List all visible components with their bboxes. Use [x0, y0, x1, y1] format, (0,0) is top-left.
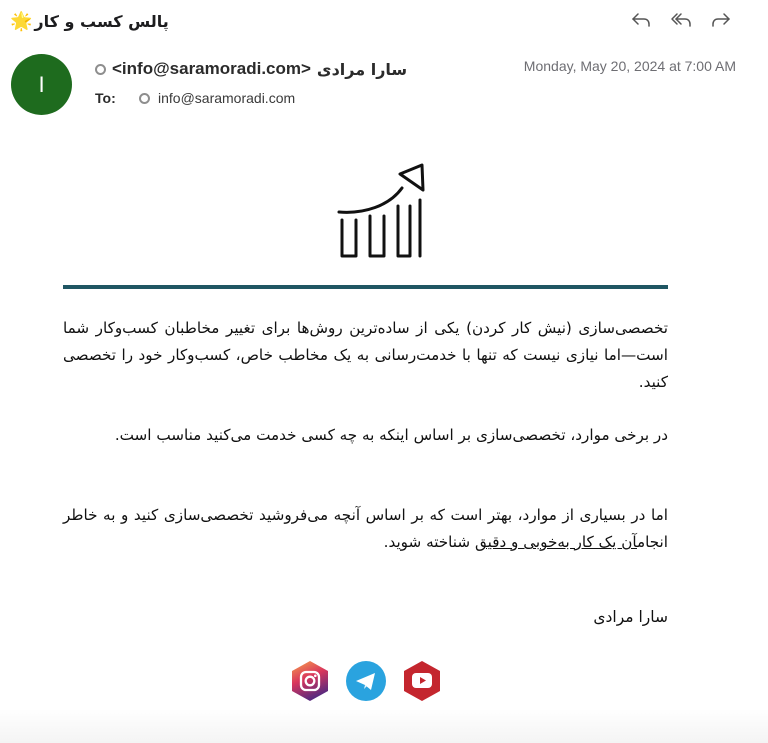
paragraph-3-text: اما در بسیاری از موارد، بهتر است که بر اساس آنچه می‌فروشید تخصصی‌سازی کنید و به خاطر انجام	[63, 506, 668, 551]
signature: سارا مرادی	[593, 608, 668, 626]
paragraph-3-suffix: شناخته شوید.	[383, 533, 475, 551]
youtube-icon[interactable]	[402, 660, 442, 702]
message-actions	[630, 8, 732, 30]
reply-all-icon	[670, 8, 692, 30]
sender-email: <info@saramoradi.com>	[112, 59, 311, 78]
star-emoji-icon: 🌟	[10, 11, 33, 31]
recipient-email[interactable]: info@saramoradi.com	[158, 90, 296, 106]
subject-row	[10, 8, 169, 34]
sender-name: سارا مرادی	[316, 59, 408, 79]
inline-link[interactable]: آن یک کار به‌خوبی و دقیق	[474, 533, 637, 551]
to-label: To:	[95, 90, 116, 106]
body-paragraph-2: در برخی موارد، تخصصی‌سازی بر اساس اینکه به چه کسی خدمت می‌کنید مناسب است.	[114, 426, 668, 444]
bottom-fade	[0, 709, 768, 743]
forward-button[interactable]	[710, 8, 732, 30]
recipient-status-icon	[139, 93, 150, 104]
sender-status-icon	[95, 64, 106, 75]
growth-chart-icon	[334, 160, 430, 260]
reply-icon	[630, 8, 652, 30]
email-subject: پالس کسب و کار	[34, 11, 169, 31]
reply-button[interactable]	[630, 8, 652, 30]
content-divider	[63, 285, 668, 289]
body-paragraph-1: تخصصی‌سازی (نیش کار کردن) یکی از ساده‌ترین روش‌ها برای تغییر مخاطبان کسب‌وکار شما است—اما نیازی نیست که تنها با خدمت‌رسانی به یک مخاطب خاص، کسب‌وکار خود را تخصصی کنید.	[63, 319, 668, 391]
telegram-icon[interactable]	[346, 660, 386, 702]
body-paragraph-3	[63, 502, 668, 556]
social-links	[290, 660, 442, 702]
sender-avatar: I	[11, 54, 72, 115]
instagram-icon[interactable]	[290, 660, 330, 702]
reply-all-button[interactable]	[670, 8, 692, 30]
recipient-row	[95, 90, 295, 106]
sender-row[interactable]	[95, 59, 407, 79]
email-date: Monday, May 20, 2024 at 7:00 AM	[523, 58, 736, 74]
forward-icon	[710, 8, 732, 30]
